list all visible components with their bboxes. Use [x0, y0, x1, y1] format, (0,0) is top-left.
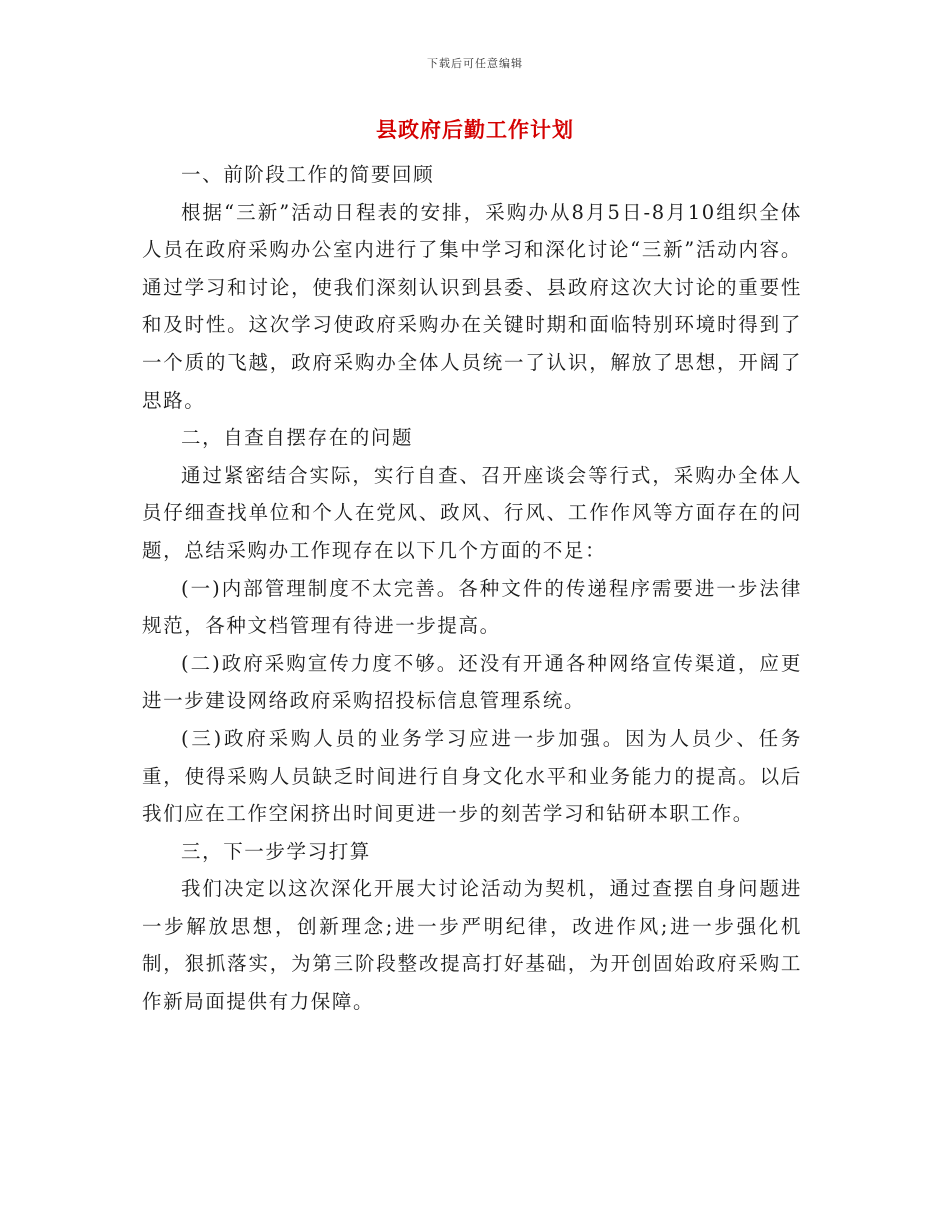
document-title: 县政府后勤工作计划 [376, 117, 574, 142]
section-heading-1: 一、前阶段工作的简要回顾 [181, 163, 435, 186]
paragraph-issue-3: (三)政府采购人员的业务学习应进一步加强。因为人员少、任务重，使得采购人员缺乏时间进行自身文化水平和业务能力的提高。以后我们应在工作空闲挤出时间更进一步的刻苦学习和钻研本职工作。 [142, 726, 802, 826]
section-heading-3: 三，下一步学习打算 [181, 839, 371, 863]
paragraph-issue-2: (二)政府采购宣传力度不够。还没有开通各种网络宣传渠道，应更进一步建设网络政府采购招投标信息管理系统。 [142, 651, 802, 713]
header-note: 下载后可任意编辑 [427, 57, 523, 70]
paragraph-self-check: 通过紧密结合实际，实行自查、召开座谈会等行式，采购办全体人员仔细查找单位和个人在党风、政风、行风、工作作风等方面存在的问题，总结采购办工作现存在以下几个方面的不足： [142, 463, 802, 562]
paragraph-issue-1: (一)内部管理制度不太完善。各种文件的传递程序需要进一步法律规范，各种文档管理有待进一步提高。 [142, 576, 802, 638]
paragraph-review: 根据“三新”活动日程表的安排，采购办从8月5日-8月10组织全体人员在政府采购办公室内进行了集中学习和深化讨论“三新”活动内容。通过学习和讨论，使我们深刻认识到县委、县政府这次大讨论的重要性和及时性。这次学习使政府采购办在关键时期和面临特别环境时得到了一个质的飞越，政府采购办全体人员统一了认识，解放了思想，开阔了思路。 [142, 200, 802, 412]
document-body [142, 156, 802, 1021]
paragraph-plan: 我们决定以这次深化开展大讨论活动为契机，通过查摆自身问题进一步解放思想，创新理念;进一步严明纪律，改进作风;进一步强化机制，狠抓落实，为第三阶段整改提高打好基础，为开创固始政府采购工作新局面提供有力保障。 [142, 877, 802, 1014]
section-heading-2: 二，自查自摆存在的问题 [181, 426, 414, 450]
